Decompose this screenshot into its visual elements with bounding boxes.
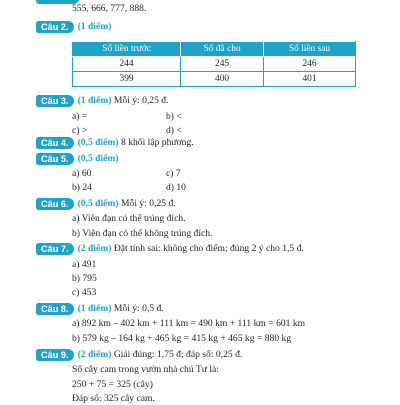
table-cell: 400 (181, 72, 264, 87)
question-9-points: (2 điểm) (77, 349, 112, 360)
question-7-answer-b: b) 795 (72, 273, 97, 284)
question-9-calculation: 250 + 75 = 325 (cây) (72, 379, 153, 390)
table-row (73, 57, 356, 72)
question-2-points: (1 điểm) (77, 21, 112, 32)
question-3-badge: Câu 3. (36, 95, 74, 107)
question-5-points: (0,5 điểm) (77, 153, 119, 164)
question-6-points: (0,5 điểm) (77, 198, 119, 209)
question-5-answer-b: b) 24 (72, 182, 92, 193)
question-6-header (36, 197, 176, 210)
question-3-answer-d: d) < (166, 125, 182, 136)
question-5-header (36, 152, 119, 165)
question-9-final-answer: Đáp số: 325 cây cam. (72, 393, 155, 404)
question-5-badge: Câu 5. (36, 153, 74, 165)
question-9-note: Giải đúng: 1,75 đ; đáp số: 0,25 đ. (113, 349, 243, 360)
question-9-badge: Câu 9. (36, 349, 74, 361)
table-cell: 401 (264, 72, 356, 87)
question-3-note: Mỗi ý: 0,25 đ. (113, 95, 169, 106)
question-2-header (36, 20, 111, 33)
number-table (72, 41, 356, 87)
question-4-points: (0,5 điểm) (77, 137, 119, 148)
question-7-points: (2 điểm) (77, 243, 112, 254)
table-cell: 245 (181, 57, 264, 72)
table-header-cell: Số liền sau (264, 42, 356, 57)
question-6-badge: Câu 6. (36, 198, 74, 210)
question-7-note: Đặt tính sai: không cho điểm; đúng 2 ý cho 1,5 đ. (113, 243, 304, 254)
question-5-answer-d: d) 10 (166, 182, 186, 193)
table-cell: 246 (264, 57, 356, 72)
question-4-note: 8 khối lập phương. (121, 137, 194, 148)
question-4-badge: Câu 4. (36, 137, 74, 149)
question-8-answer-a: a) 892 km – 402 km + 111 km = 490 km + 111 km = 601 km (72, 318, 306, 329)
question-9-solution-line: Số cây cam trong vườn nhà chú Tư là: (72, 364, 219, 375)
question-3-answer-b: b) < (166, 111, 182, 122)
question-8-note: Mỗi ý: 0,5 đ. (113, 303, 164, 314)
question-8-badge: Câu 8. (36, 303, 74, 315)
question-4-header (36, 136, 194, 149)
table-cell: 244 (73, 57, 181, 72)
question-5-answer-c: c) 7 (166, 168, 181, 179)
intro-line: 555, 666, 777, 888. (72, 3, 147, 14)
question-8-points: (1 điểm) (77, 303, 112, 314)
question-3-answer-c: c) > (72, 125, 88, 136)
question-9-header (36, 348, 242, 361)
question-7-answer-c: c) 453 (72, 287, 97, 298)
question-8-header (36, 302, 164, 315)
table-header-row (73, 42, 356, 57)
question-7-header (36, 242, 304, 255)
table-header-cell: Số liền trước (73, 42, 181, 57)
question-3-answer-a: a) = (72, 111, 88, 122)
question-5-answer-a: a) 60 (72, 168, 92, 179)
question-6-note: Mỗi ý: 0,25 đ. (121, 198, 176, 209)
table-row (73, 72, 356, 87)
question-6-answer-a: a) Viên đạn có thể trúng đích. (72, 213, 186, 224)
table-cell: 399 (73, 72, 181, 87)
question-8-answer-b: b) 579 kg – 164 kg + 465 kg = 415 kg + 465 kg = 880 kg (72, 333, 292, 344)
table-header-cell: Số đã cho (181, 42, 264, 57)
question-2-badge: Câu 2. (36, 21, 74, 33)
question-3-points: (1 điểm) (77, 95, 112, 106)
question-3-header (36, 94, 168, 107)
question-6-answer-b: b) Viên đạn có thể không trúng đích. (72, 228, 213, 239)
question-7-answer-a: a) 491 (72, 259, 97, 270)
question-7-badge: Câu 7. (36, 243, 74, 255)
